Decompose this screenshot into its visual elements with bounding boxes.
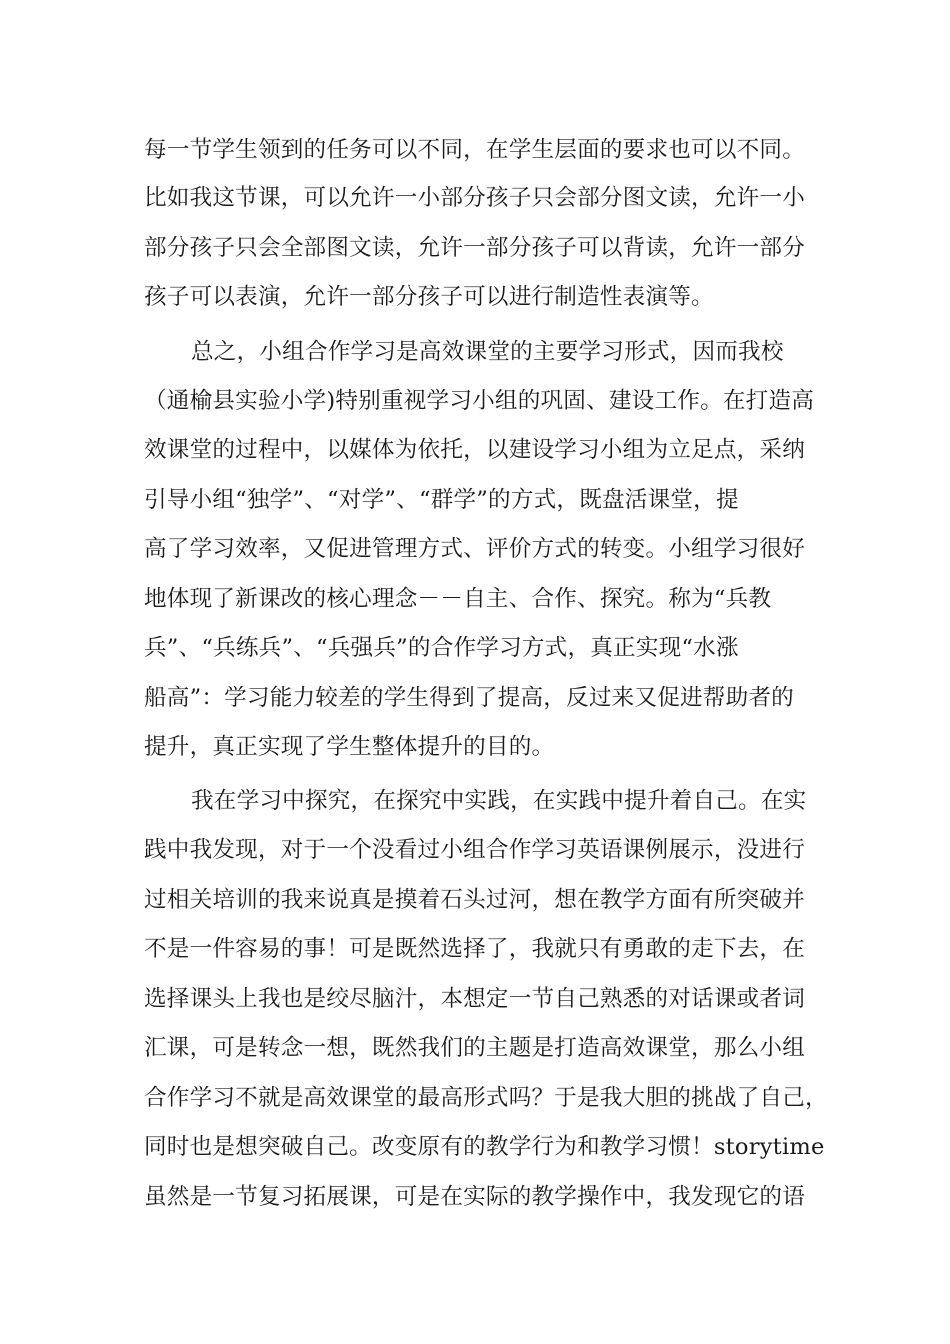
text-line: 部分孩子只会全部图文读，允许一部分孩子可以背读，允许一部分	[144, 235, 806, 261]
text-line: 每一节学生领到的任务可以不同，在学生层面的要求也可以不同。	[144, 137, 806, 163]
text-line: 同时也是想突破自己。改变原有的教学行为和教学习惯！storytime	[144, 1134, 825, 1160]
text-line: 高了学习效率，又促进管理方式、评价方式的转变。小组学习很好	[144, 536, 806, 562]
text-line: 效课堂的过程中，以媒体为依托，以建设学习小组为立足点，采纳	[144, 437, 806, 463]
text-line: 引导小组“独学”、“对学”、“群学”的方式，既盘活课堂，提	[144, 487, 739, 513]
text-line: 兵”、“兵练兵”、“兵强兵”的合作学习方式，真正实现“水涨	[144, 635, 739, 661]
text-line: 不是一件容易的事！可是既然选择了，我就只有勇敢的走下去，在	[144, 936, 806, 962]
paragraph-start-line: 我在学习中探究，在探究中实践，在实践中提升着自己。在实	[191, 788, 807, 814]
text-line: 过相关培训的我来说真是摸着石头过河，想在教学方面有所突破并	[144, 887, 806, 913]
text-line: 提升，真正实现了学生整体提升的目的。	[144, 734, 555, 760]
text-line: 汇课，可是转念一想，既然我们的主题是打造高效课堂，那么小组	[144, 1035, 806, 1061]
text-line: 地体现了新课改的核心理念－－自主、合作、探究。称为“兵教	[144, 586, 772, 612]
text-line: 比如我这节课，可以允许一小部分孩子只会部分图文读，允许一小	[144, 185, 806, 211]
text-line: 合作学习不就是高效课堂的最高形式吗？于是我大胆的挑战了自己，	[144, 1085, 828, 1111]
paragraph-start-line: 总之，小组合作学习是高效课堂的主要学习形式，因而我校	[191, 339, 784, 365]
text-line: 船高”：学习能力较差的学生得到了提高，反过来又促进帮助者的	[144, 685, 794, 711]
text-line: （通榆县实验小学)特别重视学习小组的巩固、建设工作。在打造高	[144, 388, 815, 414]
text-line: 选择课头上我也是绞尽脑汁，本想定一节自己熟悉的对话课或者词	[144, 986, 806, 1012]
text-line: 孩子可以表演，允许一部分孩子可以进行制造性表演等。	[144, 284, 714, 310]
text-line: 践中我发现，对于一个没看过小组合作学习英语课例展示，没进行	[144, 837, 806, 863]
text-line: 虽然是一节复习拓展课，可是在实际的教学操作中，我发现它的语	[144, 1184, 806, 1210]
